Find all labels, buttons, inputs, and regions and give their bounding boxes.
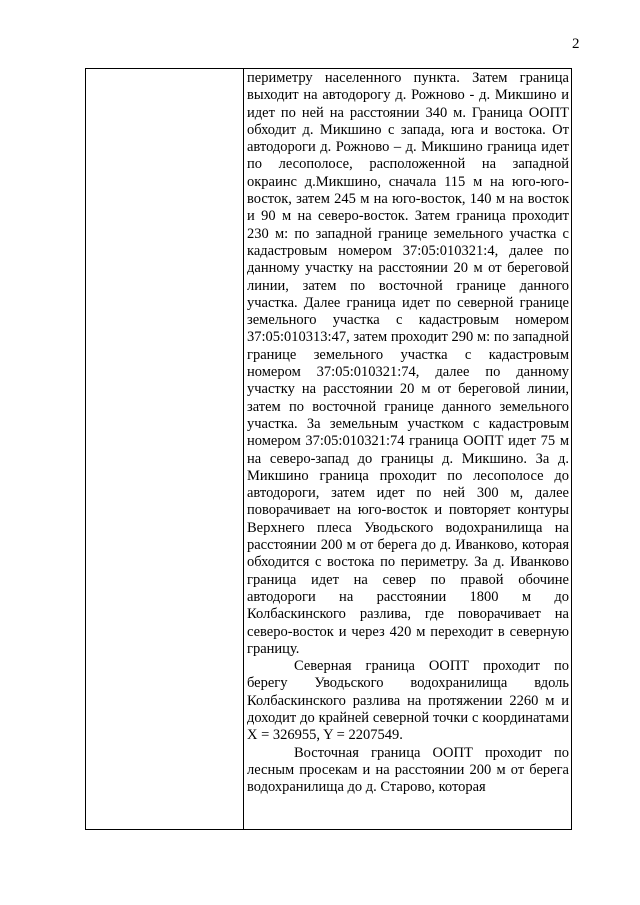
boundary-description-table xyxy=(85,68,572,830)
east-boundary-paragraph: Восточная граница ООПТ проходит по лесным просекам и на расстоянии 200 м от берега водохранилища до д. Старово, которая xyxy=(247,744,569,796)
page-number: 2 xyxy=(572,36,580,52)
table-right-column xyxy=(244,69,571,829)
boundary-paragraph-continued: периметру населенного пункта. Затем граница выходит на автодорогу д. Рожново - д. Микшино и идет по ней на расстоянии 340 м. Граница ООПТ обходит д. Микшино с запада, юга и востока. От автодороги д. Рожново – д. Микшино граница идет по лесополосе, расположенной на западной окраинс д.Микшино, сначала 115 м на юго-юго-восток, затем 245 м на юго-восток, 140 м на восток и 90 м на северо-восток. Затем граница проходит 230 м: по западной границе земельного участка с кадастровым номером 37:05:010321:4, далее по данному участку на расстоянии 20 м от береговой линии, затем по восточной границе данного участка. Далее граница идет по северной границе земельного участка с кадастровым номером 37:05:010313:47, затем проходит 290 м: по западной границе земельного участка с кадастровым номером 37:05:010321:74, далее по данному участку на расстоянии 20 м от береговой линии, затем по восточной границе данного земельного участка. За земельным участком с кадастровым номером 37:05:010321:74 граница ООПТ идет 75 м на северо-запад до границы д. Микшино. За д. Микшино граница проходит по лесополосе до автодороги, затем идет по ней 300 м, далее поворачивает на юго-восток и повторяет контуры Верхнего плеса Уводьского водохранилища на расстоянии 200 м от берега до д. Иванково, которая обходится с востока по периметру. За д. Иванково граница идет на север по правой обочине автодороги на расстоянии 1800 м до Колбаскинского разлива, где поворачивает на северо-восток и через 420 м переходит в северную границу. xyxy=(247,70,569,657)
north-boundary-paragraph: Северная граница ООПТ проходит по берегу Уводьского водохранилища вдоль Колбаскинского разлива на протяжении 2260 м и доходит до крайней северной точки с координатами X = 326955, Y = 2207549. xyxy=(247,658,569,744)
table-left-column xyxy=(86,69,244,829)
